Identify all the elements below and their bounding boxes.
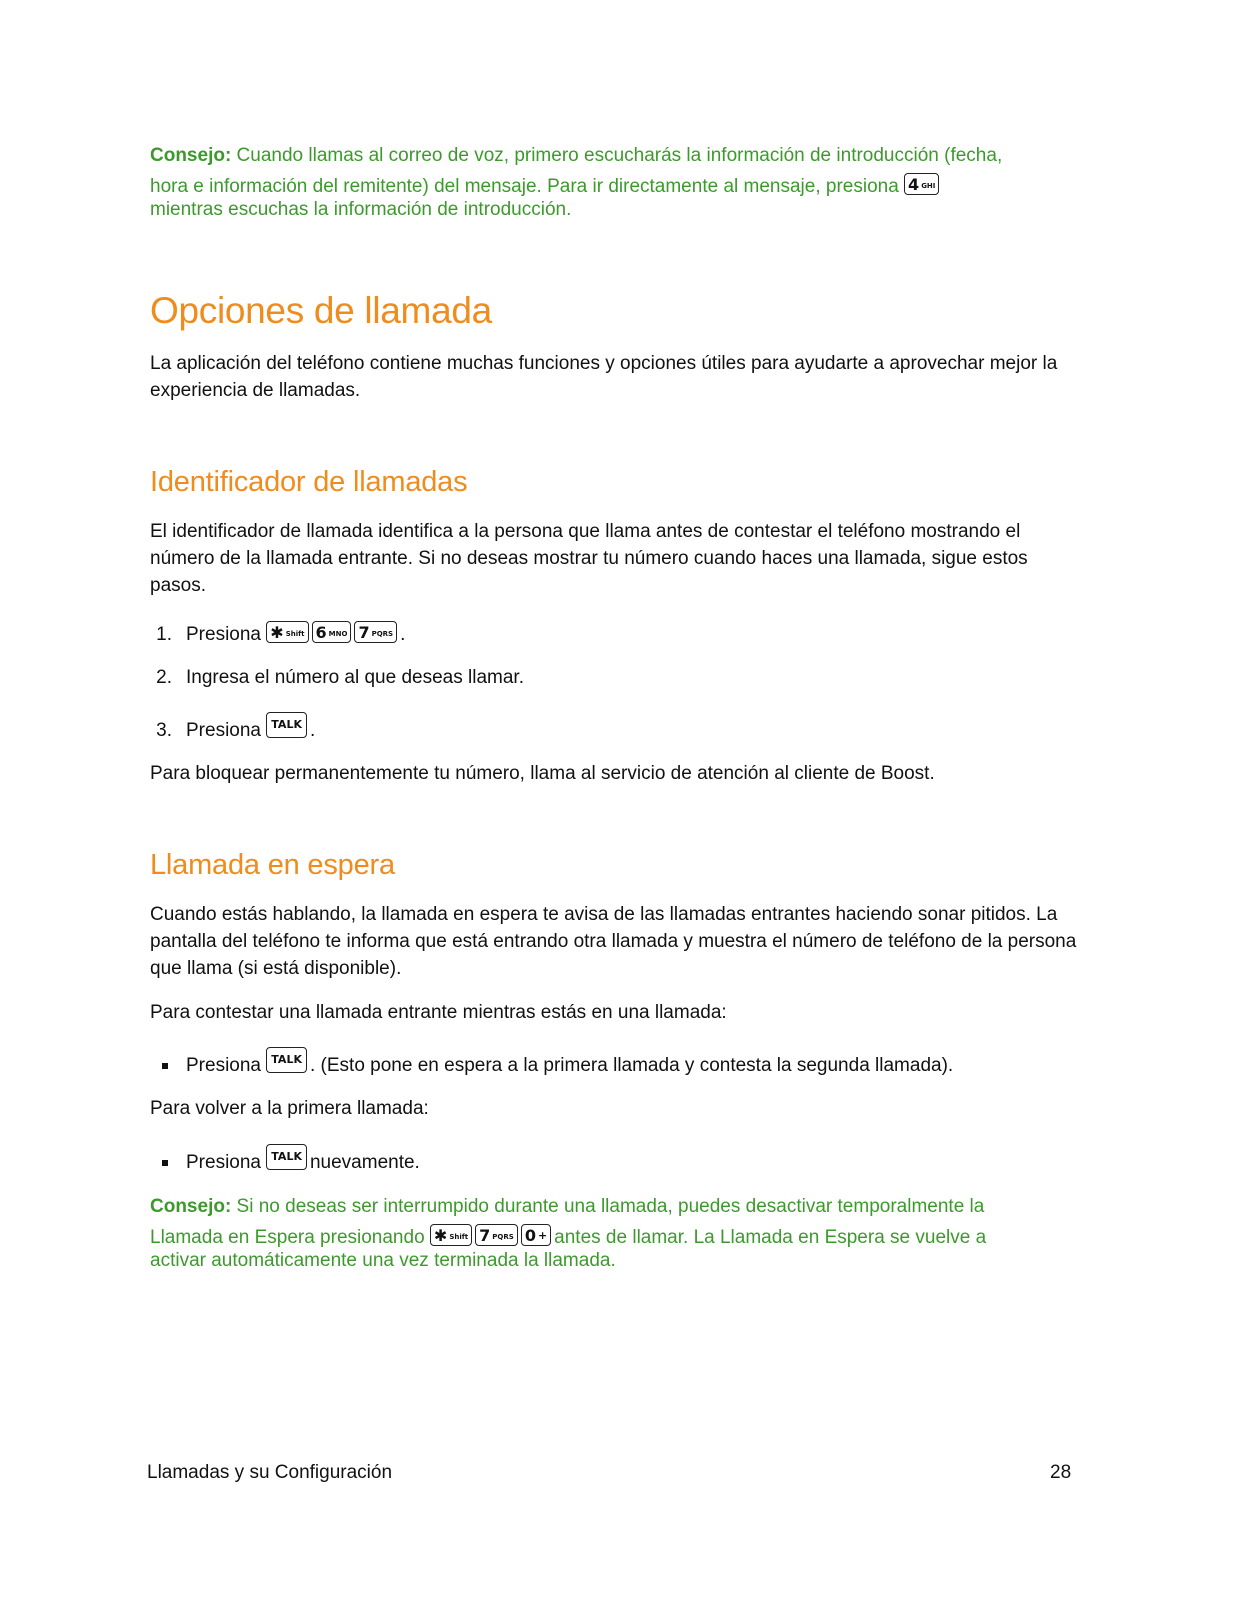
tip-label: Consejo: <box>150 145 232 166</box>
tip-label: Consejo: <box>150 1196 232 1217</box>
paragraph-call-waiting-intro: Cuando estás hablando, la llamada en espera te avisa de las llamadas entrantes haciendo sonar pitidos. La pantalla del teléfono te informa que está entrando otra llamada y muestra el número de teléfono de la persona que llama (si está disponible). <box>150 904 1077 979</box>
tip-text: mientras escuchas la información de introducción. <box>150 199 572 220</box>
footer-page-number: 28 <box>1050 1462 1072 1483</box>
tip-text: Si no deseas ser interrumpido durante una llamada, puedes desactivar temporalmente la <box>231 1196 985 1217</box>
paragraph-return-intro: Para volver a la primera llamada: <box>150 1098 429 1119</box>
key-6-icon: 6 MNO <box>312 621 352 643</box>
tip-text: antes de llamar. La Llamada en Espera se vuelve a <box>554 1227 987 1248</box>
tip-box-voicemail <box>150 142 1080 223</box>
key-star-shift-icon: ✱ Shift <box>266 621 308 643</box>
paragraph-answer-intro: Para contestar una llamada entrante mientras estás en una llamada: <box>150 1002 727 1023</box>
paragraph-caller-id-intro: El identificador de llamada identifica a la persona que llama antes de contestar el teléfono mostrando el número de la llamada entrante. Si no deseas mostrar tu número cuando haces una llamada, sigue estos pasos. <box>150 521 1028 596</box>
talk-key-icon: TALK <box>266 712 307 738</box>
heading-call-waiting: Llamada en espera <box>150 849 395 881</box>
talk-key-icon: TALK <box>266 1144 307 1170</box>
heading-caller-id: Identificador de llamadas <box>150 466 468 498</box>
paragraph-call-options-intro: La aplicación del teléfono contiene muchas funciones y opciones útiles para ayudarte a aprovechar mejor la experiencia de llamadas. <box>150 353 1058 401</box>
tip-text: Cuando llamas al correo de voz, primero escucharás la información de introducción (fecha, <box>231 145 1003 166</box>
key-0-icon: 0 + <box>521 1224 551 1246</box>
talk-key-icon: TALK <box>266 1047 307 1073</box>
bullet-icon <box>162 1063 168 1069</box>
key-4-icon: 4 GHI <box>904 173 939 195</box>
key-7-icon: 7 PQRS <box>354 621 397 643</box>
paragraph-block-number: Para bloquear permanentemente tu número, llama al servicio de atención al cliente de Boost. <box>150 763 935 784</box>
footer-section-title: Llamadas y su Configuración <box>147 1462 393 1483</box>
tip-text: Llamada en Espera presionando <box>150 1227 430 1248</box>
key-star-shift-icon: ✱ Shift <box>430 1224 472 1246</box>
tip-text: activar automáticamente una vez terminada la llamada. <box>150 1250 616 1271</box>
key-7-icon: 7 PQRS <box>475 1224 518 1246</box>
bullet-icon <box>162 1160 168 1166</box>
heading-call-options: Opciones de llamada <box>150 290 492 331</box>
tip-text: hora e información del remitente) del mensaje. Para ir directamente al mensaje, presiona <box>150 176 905 197</box>
tip-box-call-waiting <box>150 1193 1080 1274</box>
